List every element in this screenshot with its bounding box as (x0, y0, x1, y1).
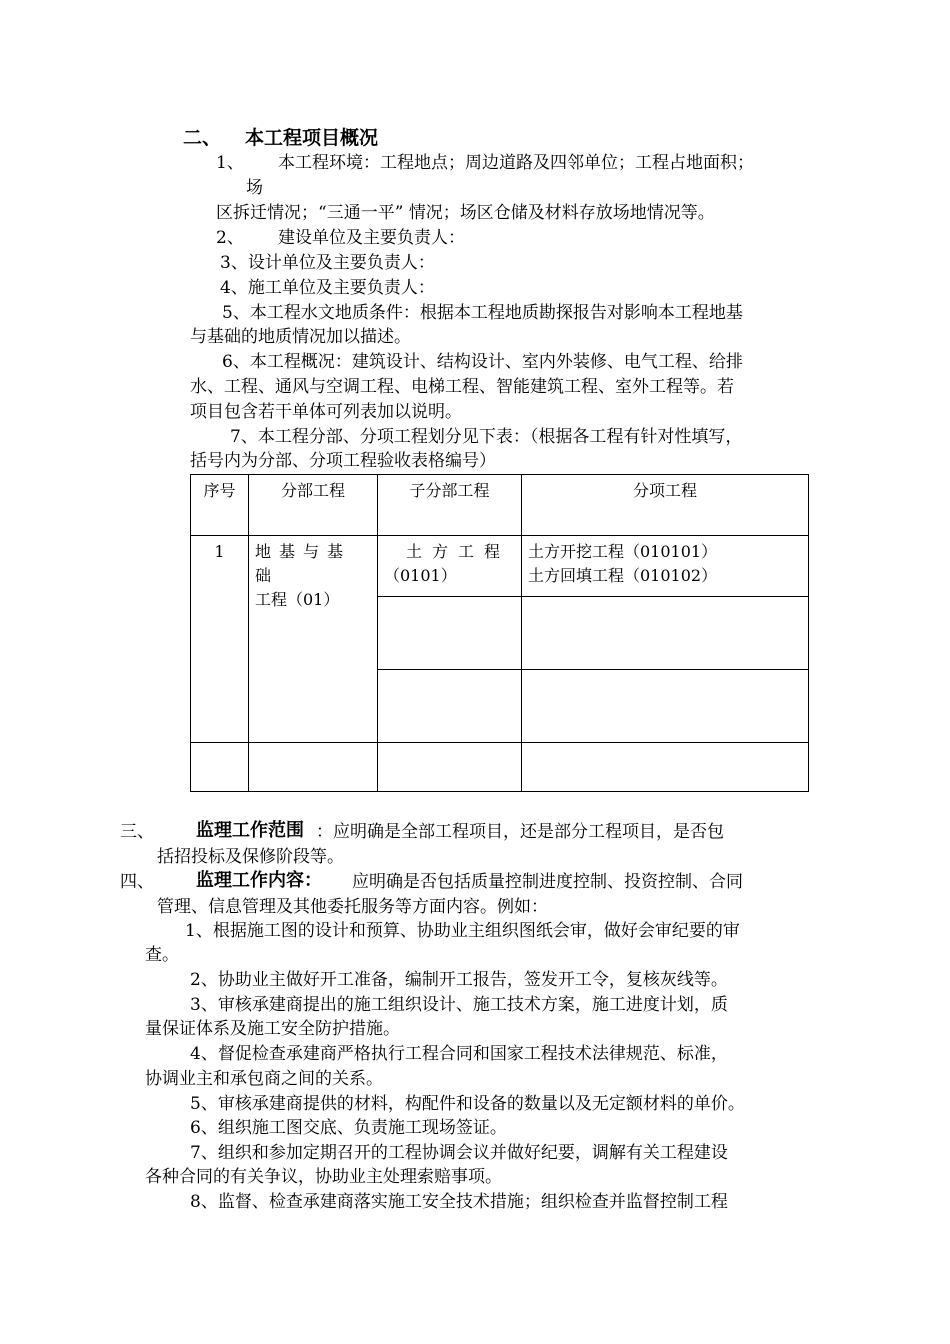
item1-continued: 区拆迁情况；“三通一平” 情况；场区仓储及材料存放场地情况等。 (216, 203, 715, 223)
section4-number: 四、 (120, 872, 154, 892)
p3-line1: 3、审核承建商提出的施工组织设计、施工技术方案，施工进度计划，质 (190, 995, 728, 1015)
item6-line2: 水、工程、通风与空调工程、电梯工程、智能建筑工程、室外工程等。若 (190, 377, 734, 397)
row1-division-line1: 地基与基础 (255, 542, 352, 585)
p6-text: 6、组织施工图交底、负责施工现场签证。 (190, 1118, 507, 1138)
row1-division-line2: 工程（01） (255, 590, 340, 609)
empty-cell (378, 670, 522, 743)
item2-text: 建设单位及主要负责人： (278, 228, 465, 248)
empty-cell (191, 743, 249, 792)
row1-item-line2: 土方回填工程（010102） (528, 566, 718, 585)
p4-line1: 4、督促检查承建商严格执行工程合同和国家工程技术法律规范、标准， (190, 1044, 728, 1064)
empty-cell (522, 743, 809, 792)
header-division: 分部工程 (249, 475, 378, 536)
p5-text: 5、审核承建商提供的材料，构配件和设备的数量以及无定额材料的单价。 (190, 1094, 745, 1114)
section2-number: 二、 (183, 127, 222, 149)
item5-line2: 与基础的地质情况加以描述。 (190, 327, 411, 347)
item7-line2: 括号内为分部、分项工程验收表格编号） (190, 451, 496, 471)
empty-cell (378, 597, 522, 670)
section3-number: 三、 (120, 822, 154, 842)
p2-text: 2、协助业主做好开工准备，编制开工报告，签发开工令，复核灰线等。 (190, 970, 728, 990)
row1-subdivision-line2: （0101） (384, 566, 457, 585)
table-row (191, 536, 809, 597)
row1-item-line1: 土方开挖工程（010101） (528, 542, 718, 561)
item1-wrap: 场 (246, 178, 263, 198)
item5-line1: 5、本工程水文地质条件：根据本工程地质勘探报告对影响本工程地基 (222, 303, 743, 323)
row1-subdivision (378, 536, 522, 597)
table-row (191, 743, 809, 792)
row1-subdivision-line1: 土方工程 (406, 542, 511, 561)
p8-text: 8、监督、检查承建商落实施工安全技术措施；组织检查并监督控制工程 (190, 1192, 728, 1212)
empty-cell (522, 597, 809, 670)
header-item: 分项工程 (522, 475, 809, 536)
section3-title: 监理工作范围 (196, 820, 304, 841)
p1-line2: 查。 (145, 945, 179, 965)
section3-line2: 括招投标及保修阶段等。 (157, 847, 344, 867)
item6-line1: 6、本工程概况：建筑设计、结构设计、室内外装修、电气工程、给排 (222, 352, 743, 372)
p1-line1: 1、根据施工图的设计和预算、协助业主组织图纸会审，做好会审纪要的审 (185, 921, 740, 941)
p7-line2: 各种合同的有关争议，协助业主处理索赔事项。 (145, 1167, 502, 1187)
empty-cell (378, 743, 522, 792)
item7-line1: 7、本工程分部、分项工程划分见下表：（根据各工程有针对性填写， (230, 427, 743, 447)
empty-cell (522, 670, 809, 743)
header-seq: 序号 (191, 475, 249, 536)
item1-text: 本工程环境：工程地点；周边道路及四邻单位；工程占地面积； (278, 153, 754, 173)
row1-division (249, 536, 378, 743)
item2-number: 2、 (216, 228, 244, 248)
p7-line1: 7、组织和参加定期召开的工程协调会议并做好纪要，调解有关工程建设 (190, 1143, 728, 1163)
row1-seq: 1 (191, 536, 249, 743)
section4-title: 监理工作内容： (196, 870, 322, 891)
item6-line3: 项目包含若干单体可列表加以说明。 (190, 402, 462, 422)
item3-text: 3、设计单位及主要负责人： (220, 253, 435, 273)
section3-line1: ：应明确是全部工程项目，还是部分工程项目，是否包 (316, 822, 724, 842)
section4-line2: 管理、信息管理及其他委托服务等方面内容。例如： (157, 897, 548, 917)
header-subdivision: 子分部工程 (378, 475, 522, 536)
item4-text: 4、施工单位及主要负责人： (220, 278, 435, 298)
row1-items (522, 536, 809, 597)
division-table (190, 474, 809, 792)
section4-line1: 应明确是否包括质量控制进度控制、投资控制、合同 (352, 872, 743, 892)
table-header-row (191, 475, 809, 536)
p3-line2: 量保证体系及施工安全防护措施。 (145, 1019, 400, 1039)
section2-title: 本工程项目概况 (245, 127, 379, 149)
empty-cell (249, 743, 378, 792)
p4-line2: 协调业主和承包商之间的关系。 (145, 1069, 383, 1089)
item1-number: 1、 (216, 153, 244, 173)
